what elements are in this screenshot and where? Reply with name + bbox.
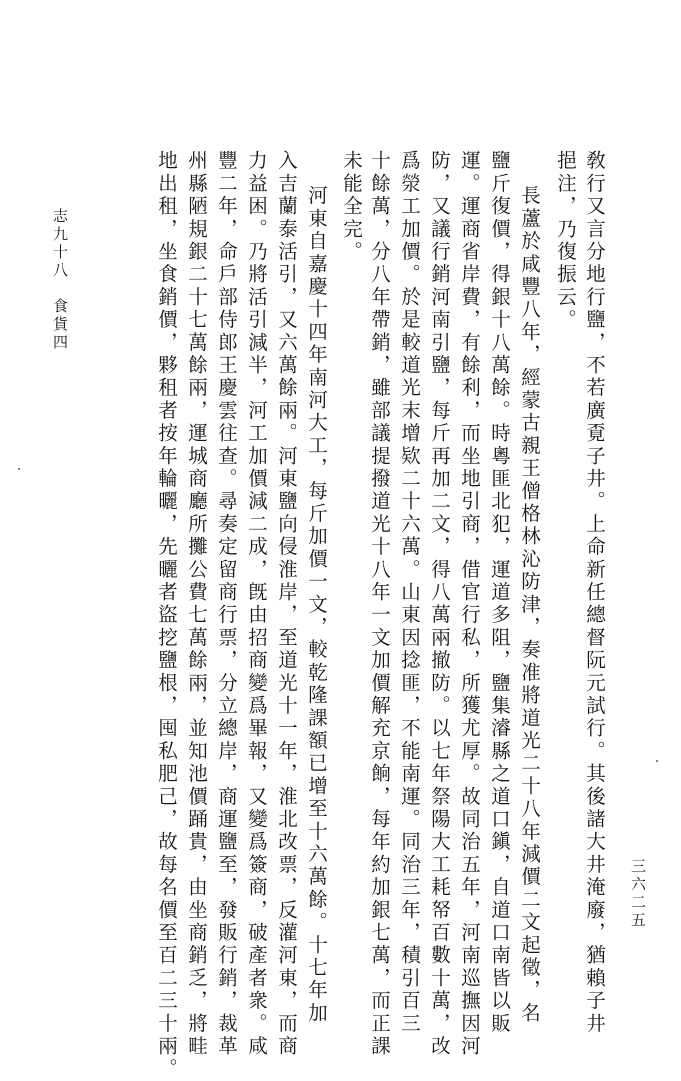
text-column-11: 入吉蘭泰活引，又六萬餘兩。河東鹽向侵淮岸，至道光十一年，淮北改票，反灌河東，而商 xyxy=(275,150,298,1058)
text-column-7: 爲滎工加價。於是較道光末增欵二十六萬。山東因捻匪，不能南運。同治三年，積引百三 xyxy=(398,150,421,1036)
text-column-14: 州縣陋規銀二十七萬餘兩，運城商廳所攤公費七萬餘兩，並知池價踊貴，由坐商銷乏，將畦 xyxy=(185,150,208,1058)
text-column-2: 挹注，乃復振云。 xyxy=(554,150,577,332)
text-column-15: 地出租，坐食銷價，夥租者按年輪曬，先曬者盜挖鹽根，囤私肥己，故每名價至百二三十兩。 xyxy=(155,150,178,1081)
scan-speck xyxy=(656,760,658,762)
text-column-12: 力益困。乃將活引減半，河工加價減二成，旣由招商變爲畢報，又變爲簽商，破產者衆。咸 xyxy=(245,150,268,1058)
scan-speck xyxy=(18,468,20,470)
text-column-13: 豐二年，命戶部侍郎王慶雲往查。尋奏定留商行票，分立總岸，商運鹽至，發販行銷，裁革 xyxy=(215,150,238,1058)
margin-right-page-number: 三六二五 xyxy=(629,858,647,930)
margin-left-header: 志九十八 食貨四 xyxy=(51,208,69,352)
text-column-5: 運。運商省岸費，有餘利，而坐地引商，借官行私，所獲尤厚。故同治五年，河南巡撫因河 xyxy=(458,150,481,1058)
text-column-6: 防，又議行銷河南引鹽，每斤再加二文，得八萬兩撤防。以七年祭陽大工耗帑百數十萬，改 xyxy=(428,150,451,1058)
text-column-8: 十餘萬，分八年帶銷，雖部議提撥道光十八年一文加價解充京餉，每年約加銀七萬，而正課 xyxy=(368,150,391,1058)
text-column-10: 河東自嘉慶十四年南河大工，每斤加價一文，較乾隆課額已增至十六萬餘。十七年加 xyxy=(305,185,328,1025)
text-column-1: 敎行又言分地行鹽，不若廣覔子井。上命新任總督阮元試行。其後諸大井淹廢，猶賴子井 xyxy=(583,150,606,1036)
text-column-4: 鹽斤復價，得銀十八萬餘。時粵匪北犯，運道多阻，鹽集濬縣之道口鎭，自道口南皆以販 xyxy=(488,150,511,1036)
text-column-3: 長蘆於咸豐八年，經蒙古親王僧格林沁防津，奏准將道光二十八年減價二文起徵，名 xyxy=(518,185,541,1025)
text-column-9: 未能全完。 xyxy=(340,150,363,264)
